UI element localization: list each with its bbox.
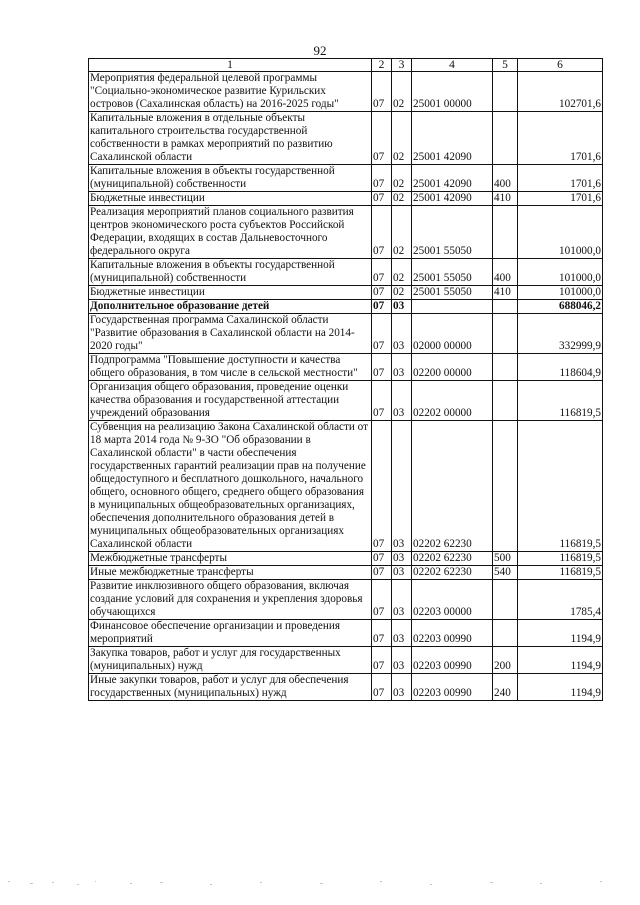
row-expense-type xyxy=(493,381,518,421)
row-section-code: 07 xyxy=(372,165,392,192)
row-section-code: 07 xyxy=(372,674,392,701)
row-section-code: 07 xyxy=(372,381,392,421)
table-row xyxy=(89,112,603,165)
header-col-4: 4 xyxy=(412,59,493,72)
row-expense-type xyxy=(493,421,518,552)
budget-table xyxy=(88,58,603,701)
row-subsection-code: 02 xyxy=(392,72,412,112)
row-name: Иные закупки товаров, работ и услуг для обеспечения государственных (муниципальных) нужд xyxy=(89,674,372,701)
row-amount: 116819,5 xyxy=(518,421,603,552)
row-section-code: 07 xyxy=(372,421,392,552)
row-target-article: 02203 00990 xyxy=(412,674,493,701)
row-target-article: 25001 42090 xyxy=(412,165,493,192)
row-expense-type: 240 xyxy=(493,674,518,701)
row-subsection-code: 03 xyxy=(392,381,412,421)
row-subsection-code: 03 xyxy=(392,314,412,354)
row-subsection-code: 03 xyxy=(392,580,412,620)
row-expense-type: 400 xyxy=(493,165,518,192)
row-amount: 1785,4 xyxy=(518,580,603,620)
table-row xyxy=(89,192,603,206)
row-section-code: 07 xyxy=(372,206,392,259)
row-subsection-code: 02 xyxy=(392,206,412,259)
table-row xyxy=(89,286,603,300)
row-amount: 116819,5 xyxy=(518,552,603,566)
row-amount: 1194,9 xyxy=(518,620,603,647)
row-amount: 688046,2 xyxy=(518,300,603,314)
row-target-article: 25001 55050 xyxy=(412,259,493,286)
header-col-2: 2 xyxy=(372,59,392,72)
header-col-3: 3 xyxy=(392,59,412,72)
row-name: Дополнительное образование детей xyxy=(89,300,372,314)
row-section-code: 07 xyxy=(372,566,392,580)
row-section-code: 07 xyxy=(372,300,392,314)
row-subsection-code: 03 xyxy=(392,566,412,580)
table-row xyxy=(89,674,603,701)
row-subsection-code: 02 xyxy=(392,165,412,192)
row-subsection-code: 03 xyxy=(392,620,412,647)
row-expense-type xyxy=(493,72,518,112)
row-amount: 116819,5 xyxy=(518,566,603,580)
row-expense-type xyxy=(493,300,518,314)
row-amount: 101000,0 xyxy=(518,206,603,259)
row-expense-type: 410 xyxy=(493,192,518,206)
row-name: Организация общего образования, проведение оценки качества образования и государственной аттестации учреждений образования xyxy=(89,381,372,421)
row-name: Мероприятия федеральной целевой программы "Социально-экономическое развитие Курильских островов (Сахалинская область) на 2016-2025 годы" xyxy=(89,72,372,112)
table-row xyxy=(89,354,603,381)
row-section-code: 07 xyxy=(372,552,392,566)
row-subsection-code: 03 xyxy=(392,647,412,674)
table-row xyxy=(89,552,603,566)
row-target-article: 02202 62230 xyxy=(412,552,493,566)
row-expense-type xyxy=(493,314,518,354)
table-row xyxy=(89,580,603,620)
row-name: Иные межбюджетные трансферты xyxy=(89,566,372,580)
row-expense-type: 200 xyxy=(493,647,518,674)
table-row xyxy=(89,381,603,421)
row-name: Бюджетные инвестиции xyxy=(89,192,372,206)
header-col-5: 5 xyxy=(493,59,518,72)
row-section-code: 07 xyxy=(372,192,392,206)
row-target-article: 25001 42090 xyxy=(412,192,493,206)
row-section-code: 07 xyxy=(372,647,392,674)
row-amount: 118604,9 xyxy=(518,354,603,381)
row-subsection-code: 02 xyxy=(392,112,412,165)
row-subsection-code: 03 xyxy=(392,300,412,314)
row-section-code: 07 xyxy=(372,112,392,165)
row-name: Финансовое обеспечение организации и проведения мероприятий xyxy=(89,620,372,647)
row-amount: 102701,6 xyxy=(518,72,603,112)
row-name: Капитальные вложения в объекты государственной (муниципальной) собственности xyxy=(89,259,372,286)
page-number: 92 xyxy=(313,43,327,58)
row-amount: 101000,0 xyxy=(518,286,603,300)
row-name: Межбюджетные трансферты xyxy=(89,552,372,566)
row-amount: 1701,6 xyxy=(518,165,603,192)
row-name: Капитальные вложения в отдельные объекты капитального строительства государственной собственности в рамках мероприятий по развитию Сахалинской области xyxy=(89,112,372,165)
row-name: Закупка товаров, работ и услуг для государственных (муниципальных) нужд xyxy=(89,647,372,674)
row-section-code: 07 xyxy=(372,620,392,647)
row-amount: 1701,6 xyxy=(518,112,603,165)
row-section-code: 07 xyxy=(372,72,392,112)
row-amount: 101000,0 xyxy=(518,259,603,286)
row-expense-type: 540 xyxy=(493,566,518,580)
row-expense-type: 410 xyxy=(493,286,518,300)
row-expense-type xyxy=(493,206,518,259)
row-amount: 1194,9 xyxy=(518,647,603,674)
row-target-article: 02202 62230 xyxy=(412,566,493,580)
table-row xyxy=(89,300,603,314)
row-subsection-code: 03 xyxy=(392,354,412,381)
row-target-article: 25001 00000 xyxy=(412,72,493,112)
row-target-article: 25001 42090 xyxy=(412,112,493,165)
row-target-article: 02000 00000 xyxy=(412,314,493,354)
table-row xyxy=(89,206,603,259)
table-row xyxy=(89,421,603,552)
scan-noise xyxy=(0,878,640,888)
row-target-article: 02203 00000 xyxy=(412,580,493,620)
row-subsection-code: 03 xyxy=(392,552,412,566)
row-section-code: 07 xyxy=(372,259,392,286)
header-col-1: 1 xyxy=(89,59,372,72)
row-target-article: 02200 00000 xyxy=(412,354,493,381)
table-row xyxy=(89,620,603,647)
row-amount: 116819,5 xyxy=(518,381,603,421)
row-subsection-code: 03 xyxy=(392,674,412,701)
row-section-code: 07 xyxy=(372,580,392,620)
row-target-article: 25001 55050 xyxy=(412,286,493,300)
table-body xyxy=(89,72,603,701)
table-row xyxy=(89,165,603,192)
row-target-article: 02203 00990 xyxy=(412,620,493,647)
row-name: Государственная программа Сахалинской области "Развитие образования в Сахалинской области на 2014-2020 годы" xyxy=(89,314,372,354)
row-target-article: 02202 62230 xyxy=(412,421,493,552)
row-amount: 1194,9 xyxy=(518,674,603,701)
row-expense-type: 500 xyxy=(493,552,518,566)
table-row xyxy=(89,566,603,580)
row-subsection-code: 03 xyxy=(392,421,412,552)
row-target-article: 02203 00990 xyxy=(412,647,493,674)
row-section-code: 07 xyxy=(372,286,392,300)
header-col-6: 6 xyxy=(518,59,603,72)
row-amount: 1701,6 xyxy=(518,192,603,206)
row-name: Реализация мероприятий планов социального развития центров экономического роста субъектов Российской Федерации, входящих в состав Дальневосточного федерального округа xyxy=(89,206,372,259)
row-target-article: 25001 55050 xyxy=(412,206,493,259)
row-section-code: 07 xyxy=(372,354,392,381)
table-header-row xyxy=(89,59,603,72)
table-row xyxy=(89,72,603,112)
table-row xyxy=(89,259,603,286)
row-name: Субвенция на реализацию Закона Сахалинской области от 18 марта 2014 года № 9-ЗО "Об образовании в Сахалинской области" в части обеспечения государственных гарантий реализации прав на получение общедоступного и бесплатного дошкольного, начального общего, основного общего, среднего общего образования в муниципальных общеобразовательных организациях, обеспечения дополнительного образования детей в муниципальных общеобразовательных организациях Сахалинской области xyxy=(89,421,372,552)
table-row xyxy=(89,647,603,674)
row-name: Подпрограмма "Повышение доступности и качества общего образования, в том числе в сельской местности" xyxy=(89,354,372,381)
row-name: Бюджетные инвестиции xyxy=(89,286,372,300)
row-expense-type xyxy=(493,620,518,647)
row-subsection-code: 02 xyxy=(392,286,412,300)
row-expense-type xyxy=(493,354,518,381)
row-section-code: 07 xyxy=(372,314,392,354)
row-name: Капитальные вложения в объекты государственной (муниципальной) собственности xyxy=(89,165,372,192)
row-target-article xyxy=(412,300,493,314)
row-expense-type: 400 xyxy=(493,259,518,286)
row-subsection-code: 02 xyxy=(392,192,412,206)
table-row xyxy=(89,314,603,354)
row-subsection-code: 02 xyxy=(392,259,412,286)
row-expense-type xyxy=(493,580,518,620)
row-name: Развитие инклюзивного общего образования, включая создание условий для сохранения и укрепления здоровья обучающихся xyxy=(89,580,372,620)
row-target-article: 02202 00000 xyxy=(412,381,493,421)
row-amount: 332999,9 xyxy=(518,314,603,354)
row-expense-type xyxy=(493,112,518,165)
